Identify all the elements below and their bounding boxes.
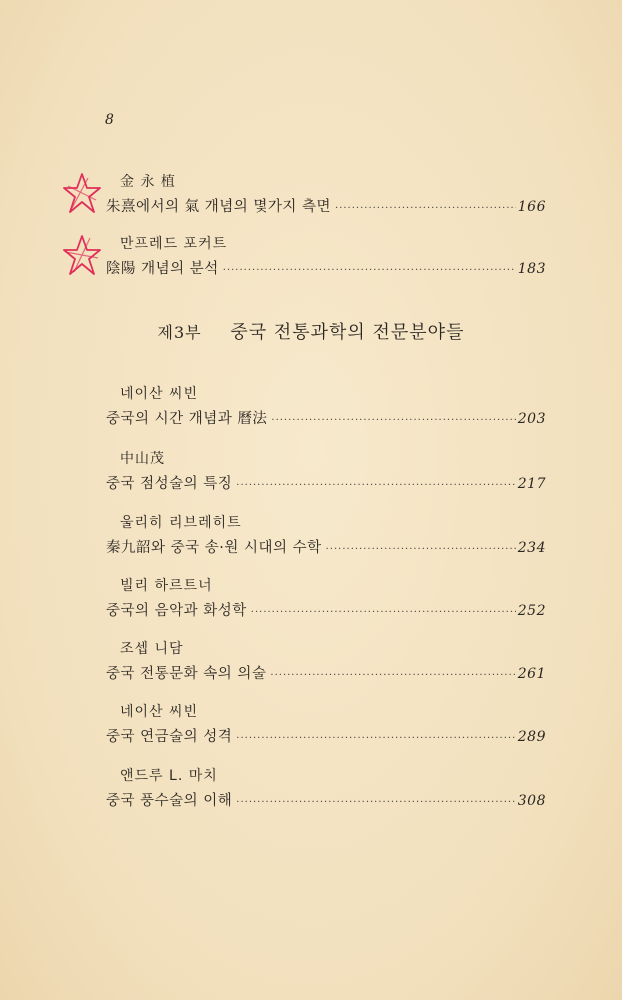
dot-leader (271, 410, 515, 432)
entry-author: 네이산 씨빈 (120, 704, 199, 720)
entry-page: 252 (517, 603, 546, 619)
entry-title: 중국 전통문화 속의 의술 (106, 666, 267, 682)
entry-page: 203 (517, 411, 546, 427)
entry-author: 앤드루 L. 마치 (120, 768, 218, 784)
entry-page: 166 (517, 199, 546, 215)
dot-leader (335, 198, 516, 220)
section-part-label: 제3부 (157, 323, 202, 342)
toc-entry[interactable] (106, 702, 546, 748)
toc-entry[interactable] (106, 234, 546, 280)
entry-title: 중국의 시간 개념과 曆法 (106, 411, 268, 427)
entry-author: 만프레드 포커트 (120, 236, 228, 252)
entry-title: 중국 점성술의 특징 (106, 476, 233, 492)
dot-leader (251, 602, 516, 624)
section-heading (0, 318, 622, 344)
dot-leader (223, 260, 516, 282)
toc-entry[interactable] (106, 639, 546, 685)
star-pen-mark-2 (62, 234, 102, 276)
dot-leader (326, 539, 516, 561)
entry-author: 네이산 씨빈 (120, 386, 199, 402)
toc-entry[interactable] (106, 576, 546, 622)
entry-author: 조셉 니담 (120, 641, 184, 657)
dot-leader (236, 728, 515, 750)
entry-title: 중국의 음악과 화성학 (106, 603, 247, 619)
entry-author: 울리히 리브레히트 (120, 515, 242, 531)
toc-entry[interactable] (106, 449, 546, 495)
entry-author: 빌리 하르트너 (120, 578, 213, 594)
section-title: 중국 전통과학의 전문분야들 (230, 322, 465, 343)
entry-page: 217 (517, 476, 546, 492)
page-number: 8 (105, 112, 114, 128)
toc-entry[interactable] (106, 384, 546, 430)
entry-title: 秦九韶와 중국 송·원 시대의 수학 (106, 540, 322, 556)
entry-author: 金 永 植 (120, 174, 176, 190)
entry-page: 183 (517, 261, 546, 277)
dot-leader (236, 475, 515, 497)
dot-leader (236, 792, 515, 814)
entry-page: 308 (517, 793, 546, 809)
star-pen-mark-1 (62, 172, 102, 214)
entry-page: 289 (517, 729, 546, 745)
entry-author: 中山茂 (120, 451, 165, 467)
dot-leader (270, 665, 515, 687)
toc-entry[interactable] (106, 766, 546, 812)
toc-entry[interactable] (106, 172, 546, 218)
entry-title: 중국 연금술의 성격 (106, 729, 233, 745)
entry-page: 234 (517, 540, 546, 556)
entry-title: 陰陽 개념의 분석 (106, 261, 219, 277)
entry-title: 중국 풍수술의 이해 (106, 793, 233, 809)
entry-title: 朱熹에서의 氣 개념의 몇가지 측면 (106, 199, 332, 215)
entry-page: 261 (517, 666, 546, 682)
toc-entry[interactable] (106, 513, 546, 559)
